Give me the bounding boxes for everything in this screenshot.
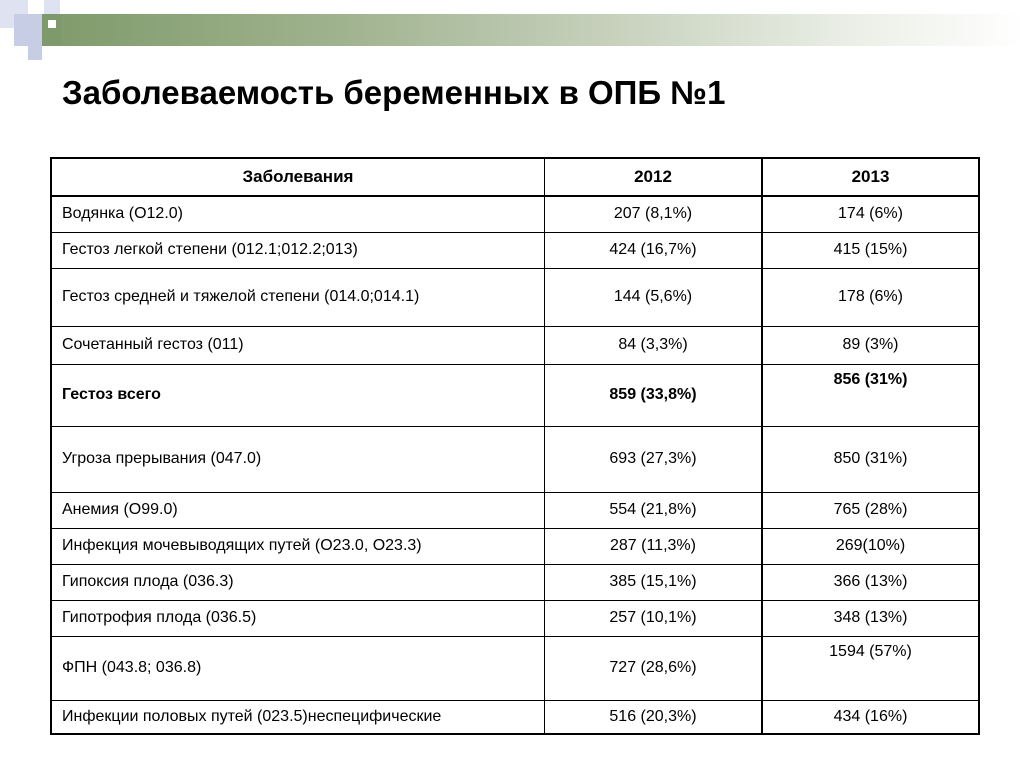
cell-2012: 693 (27,3%) bbox=[545, 426, 763, 492]
banner-square bbox=[14, 14, 42, 46]
cell-2012: 207 (8,1%) bbox=[545, 196, 763, 232]
cell-2013: 348 (13%) bbox=[762, 600, 979, 636]
cell-disease: Анемия (О99.0) bbox=[51, 492, 545, 528]
table-row bbox=[51, 268, 979, 326]
page-title: Заболеваемость беременных в ОПБ №1 bbox=[62, 74, 726, 111]
table-row bbox=[51, 326, 979, 364]
cell-2013: 366 (13%) bbox=[762, 564, 979, 600]
banner-gradient-bar bbox=[40, 14, 1024, 46]
banner-square bbox=[48, 20, 56, 28]
cell-2013: 765 (28%) bbox=[762, 492, 979, 528]
cell-2013: 89 (3%) bbox=[762, 326, 979, 364]
cell-2013: 850 (31%) bbox=[762, 426, 979, 492]
cell-disease: Гестоз всего bbox=[51, 364, 545, 426]
banner-square bbox=[44, 0, 60, 14]
table-row bbox=[51, 232, 979, 268]
cell-disease: Угроза прерывания (047.0) bbox=[51, 426, 545, 492]
banner-square bbox=[42, 14, 62, 46]
cell-2012: 84 (3,3%) bbox=[545, 326, 763, 364]
cell-2012: 385 (15,1%) bbox=[545, 564, 763, 600]
table-row bbox=[51, 636, 979, 700]
table-row bbox=[51, 600, 979, 636]
cell-disease: Гестоз легкой степени (012.1;012.2;013) bbox=[51, 232, 545, 268]
cell-2012: 554 (21,8%) bbox=[545, 492, 763, 528]
cell-2012: 144 (5,6%) bbox=[545, 268, 763, 326]
decorative-banner bbox=[0, 0, 1024, 60]
cell-disease: Гипотрофия плода (036.5) bbox=[51, 600, 545, 636]
table-row-total bbox=[51, 364, 979, 426]
cell-2013: 856 (31%) bbox=[762, 364, 979, 426]
cell-2013: 269(10%) bbox=[762, 528, 979, 564]
banner-square bbox=[28, 46, 42, 60]
cell-2013: 415 (15%) bbox=[762, 232, 979, 268]
header-2013: 2013 bbox=[762, 158, 979, 196]
cell-2012: 257 (10,1%) bbox=[545, 600, 763, 636]
cell-2012: 424 (16,7%) bbox=[545, 232, 763, 268]
cell-2012: 287 (11,3%) bbox=[545, 528, 763, 564]
morbidity-table bbox=[50, 157, 980, 735]
table-row bbox=[51, 700, 979, 734]
header-disease: Заболевания bbox=[51, 158, 545, 196]
cell-2013: 178 (6%) bbox=[762, 268, 979, 326]
cell-2013: 1594 (57%) bbox=[762, 636, 979, 700]
cell-disease: Инфекции половых путей (023.5)неспецифические bbox=[51, 700, 545, 734]
table-row bbox=[51, 564, 979, 600]
cell-disease: Водянка (О12.0) bbox=[51, 196, 545, 232]
cell-disease: Инфекция мочевыводящих путей (О23.0, О23.3) bbox=[51, 528, 545, 564]
cell-2012: 727 (28,6%) bbox=[545, 636, 763, 700]
cell-disease: Гипоксия плода (036.3) bbox=[51, 564, 545, 600]
cell-disease: ФПН (043.8; 036.8) bbox=[51, 636, 545, 700]
cell-2012: 859 (33,8%) bbox=[545, 364, 763, 426]
table-row bbox=[51, 426, 979, 492]
header-2012: 2012 bbox=[545, 158, 763, 196]
table-row bbox=[51, 528, 979, 564]
cell-disease: Сочетанный гестоз (011) bbox=[51, 326, 545, 364]
cell-2013: 434 (16%) bbox=[762, 700, 979, 734]
table-row bbox=[51, 492, 979, 528]
cell-2012: 516 (20,3%) bbox=[545, 700, 763, 734]
cell-2013: 174 (6%) bbox=[762, 196, 979, 232]
cell-disease: Гестоз средней и тяжелой степени (014.0;014.1) bbox=[51, 268, 545, 326]
table-header-row bbox=[51, 158, 979, 196]
table-row bbox=[51, 196, 979, 232]
